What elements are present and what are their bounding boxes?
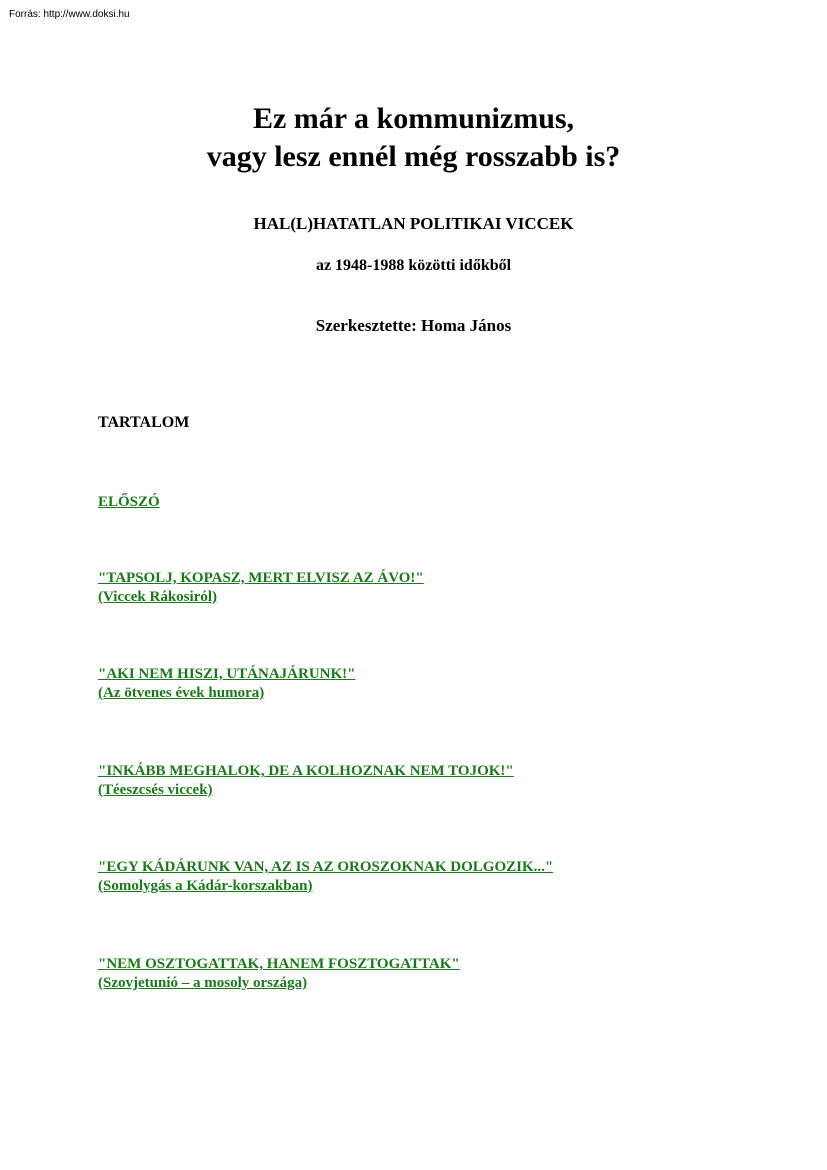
toc-link-subtitle[interactable]: (Szovjetunió – a mosoly országa) — [98, 975, 308, 991]
source-note: Forrás: http://www.doksi.hu — [9, 9, 130, 20]
toc-entry-teesz[interactable] — [98, 762, 514, 800]
toc-entry-preface[interactable] — [98, 493, 160, 512]
toc-link-subtitle[interactable]: (Az ötvenes évek humora) — [98, 685, 265, 701]
toc-entry-fifties[interactable] — [98, 665, 356, 703]
toc-entry-rakosi[interactable] — [98, 569, 424, 607]
toc-link-title[interactable]: "TAPSOLJ, KOPASZ, MERT ELVISZ AZ ÁVO!" — [98, 570, 424, 586]
toc-link-subtitle[interactable]: (Somolygás a Kádár-korszakban) — [98, 878, 313, 894]
toc-link-title[interactable]: "AKI NEM HISZI, UTÁNAJÁRUNK!" — [98, 666, 356, 682]
toc-entry-soviet[interactable] — [98, 955, 460, 993]
toc-link-title[interactable]: "EGY KÁDÁRUNK VAN, AZ IS AZ OROSZOKNAK DOLGOZIK..." — [98, 859, 554, 875]
toc-link-title[interactable]: "INKÁBB MEGHALOK, DE A KOLHOZNAK NEM TOJOK!" — [98, 763, 514, 779]
title-line-2: vagy lesz ennél még rosszabb is? — [206, 140, 621, 173]
toc-link-title[interactable]: "NEM OSZTOGATTAK, HANEM FOSZTOGATTAK" — [98, 956, 460, 972]
document-title — [0, 100, 827, 176]
toc-link-subtitle[interactable]: (Téeszcsés viccek) — [98, 782, 213, 798]
document-period: az 1948-1988 közötti időkből — [315, 257, 512, 274]
toc-heading: TARTALOM — [98, 414, 190, 431]
toc-link-title[interactable]: ELŐSZÓ — [98, 494, 160, 510]
toc-link-subtitle[interactable]: (Viccek Rákosiról) — [98, 589, 218, 605]
document-editor: Szerkesztette: Homa János — [315, 316, 512, 335]
title-line-1: Ez már a kommunizmus, — [252, 102, 575, 135]
toc-entry-kadar[interactable] — [98, 858, 553, 896]
document-subtitle: HAL(L)HATATLAN POLITIKAI VICCEK — [253, 214, 574, 233]
